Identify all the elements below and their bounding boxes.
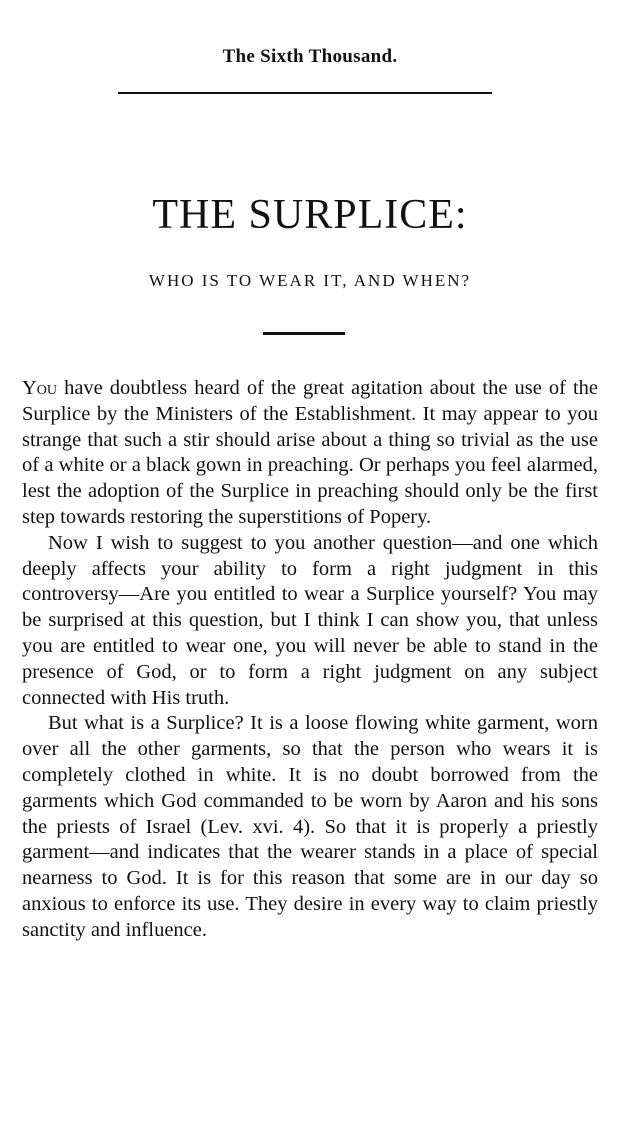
paragraph-2 (22, 531, 598, 712)
paragraph-1 (22, 376, 598, 531)
paragraph-1-lead-word: You (22, 377, 58, 399)
page-subtitle: WHO IS TO WEAR IT, AND WHEN? (148, 271, 472, 290)
paragraph-2-text: Now I wish to suggest to you another question—and one which deeply affects your ability to form a right judgment in this controversy—Are you entitled to wear a Surplice yourself? You may be surprised at this question, but I think I can show you, that unless you are entitled to wear one, you will never be able to stand in the presence of God, or to form a right judgment on any subject connected with His truth. (22, 531, 598, 709)
short-rule-divider (263, 332, 345, 335)
paragraph-3 (22, 711, 598, 943)
edition-heading: The Sixth Thousand. (222, 46, 398, 67)
paragraph-1-text: have doubtless heard of the great agitation about the use of the Surplice by the Ministers of the Establishment. It may appear to you strange that such a stir should arise about a thing so trivial as the use of a white or a black gown in preaching. Or perhaps you feel alarmed, lest the adoption of the Surplice in preaching should only be the first step towards restoring the superstitions of Popery. (22, 377, 598, 528)
top-rule-divider (118, 92, 492, 94)
page-title: THE SURPLICE: (152, 192, 468, 238)
body-text (22, 376, 598, 944)
paragraph-3-text: But what is a Surplice? It is a loose flowing white garment, worn over all the other garments, so that the person who wears it is completely clothed in white. It is no doubt borrowed from the garments which God commanded to be worn by Aaron and his sons the priests of Israel (Lev. xvi. 4). So that it is properly a priestly garment—and indicates that the wearer stands in a place of special nearness to God. It is for this reason that some are in our day so anxious to enforce its use. They desire in every way to claim priestly sanctity and influence. (22, 712, 598, 941)
